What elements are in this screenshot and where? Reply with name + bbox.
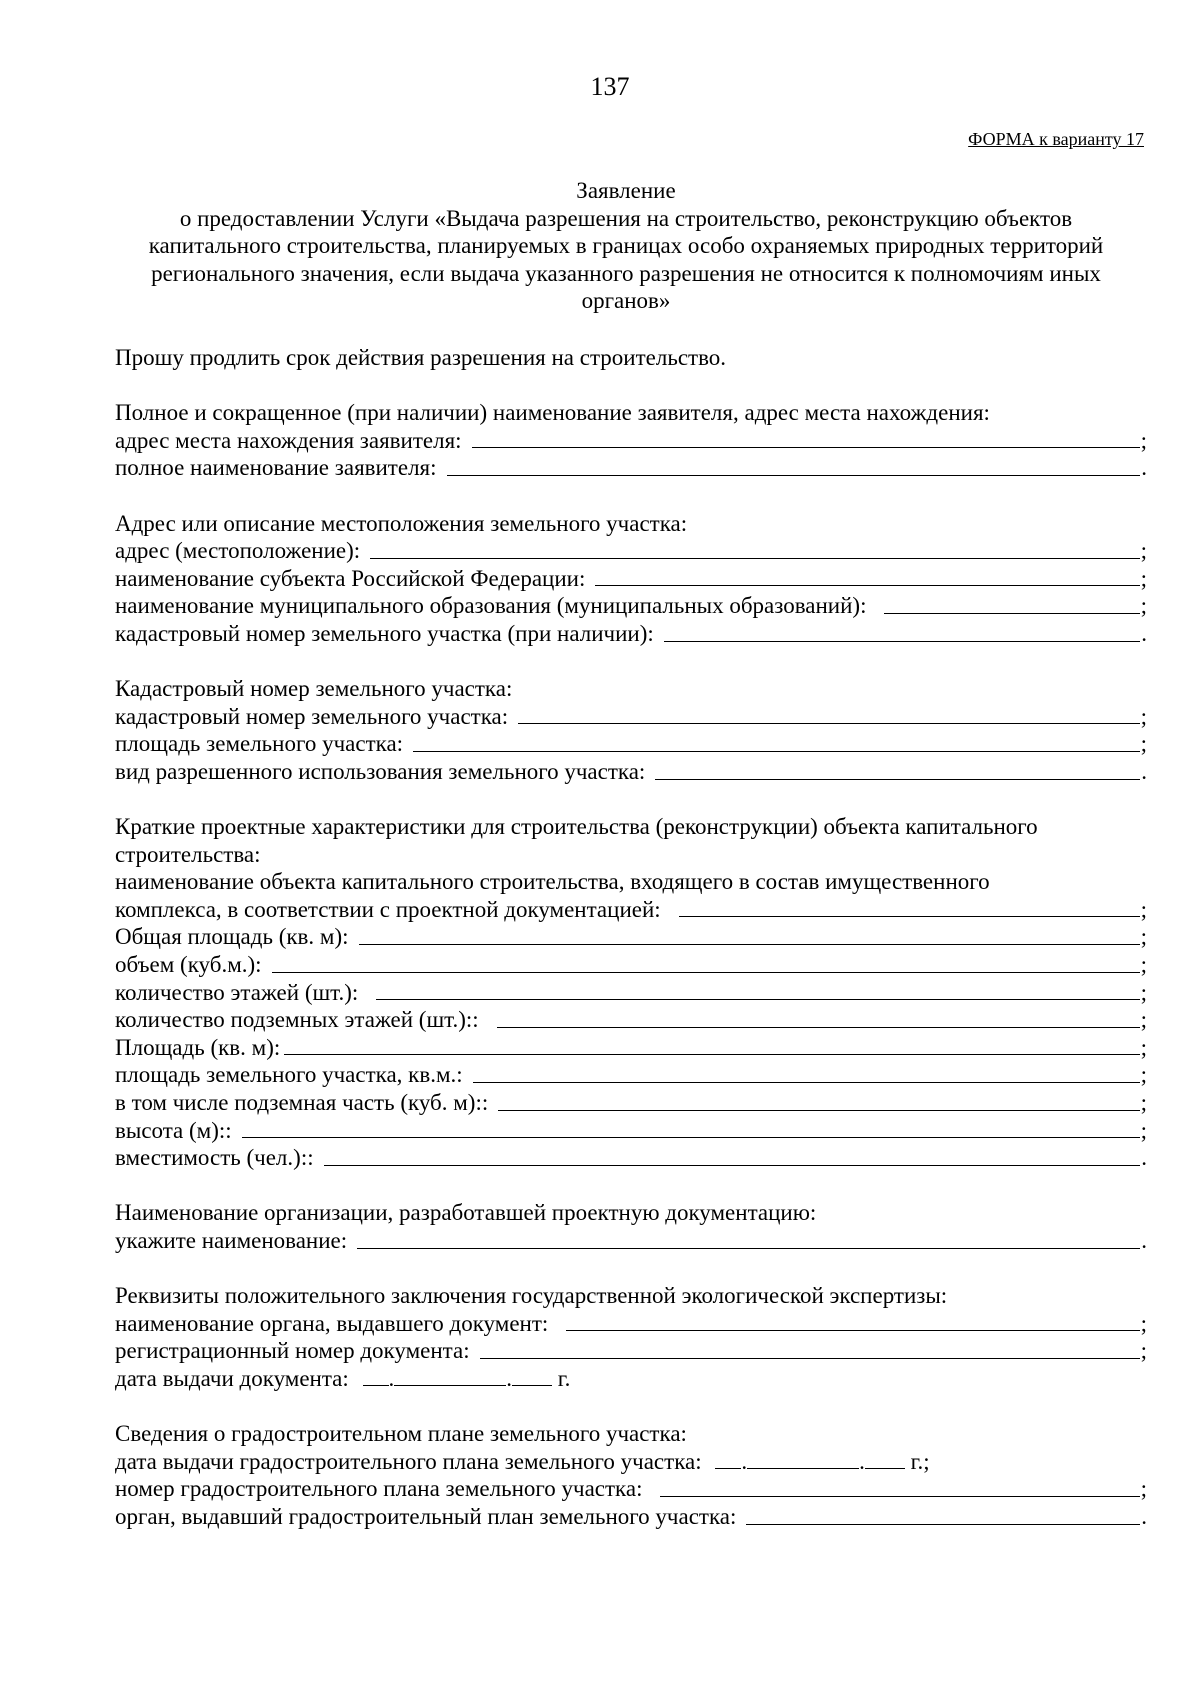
applicant-address-field (115, 427, 1147, 455)
field-label: полное наименование заявителя: (115, 455, 437, 481)
field-label: количество этажей (шт.): (115, 979, 359, 1005)
object-name-input[interactable] (679, 896, 1140, 917)
applicant-name-input[interactable] (447, 455, 1141, 476)
federal-subject-field (115, 565, 1147, 593)
field-label: орган, выдавший градостроительный план земельного участка: (115, 1503, 737, 1529)
field-terminator: ; (1140, 896, 1147, 922)
field-terminator: ; (1140, 1062, 1147, 1088)
land-area-sqm-input[interactable] (473, 1062, 1140, 1083)
applicant-address-input[interactable] (472, 427, 1140, 448)
design-org-name-field (115, 1227, 1147, 1255)
field-terminator: . (1141, 620, 1147, 646)
field-terminator: ; (1140, 1338, 1147, 1364)
field-label: количество подземных этажей (шт.):: (115, 1007, 479, 1033)
year-suffix: г. (557, 1365, 571, 1391)
date-separator: . (506, 1365, 513, 1391)
field-label: вместимость (чел.):: (115, 1145, 314, 1171)
section-heading-continued: строительства: (115, 841, 261, 867)
document-title (112, 177, 1140, 315)
plan-month-input[interactable] (747, 1448, 859, 1469)
section-heading: Сведения о градостроительном плане земельного участка: (115, 1421, 687, 1447)
floors-field (115, 979, 1147, 1007)
page-number: 137 (590, 72, 630, 101)
field-label: наименование органа, выдавшего документ: (115, 1310, 549, 1336)
issue-day-input[interactable] (363, 1365, 389, 1386)
total-area-input[interactable] (359, 924, 1140, 945)
municipality-field (115, 592, 1147, 620)
design-org-name-input[interactable] (357, 1228, 1140, 1249)
cadastral-section (115, 675, 1147, 785)
section-heading: Реквизиты положительного заключения государственной экологической экспертизы: (115, 1283, 948, 1309)
cadastral-optional-input[interactable] (664, 621, 1140, 642)
field-terminator: ; (1140, 703, 1147, 729)
date-separator: . (388, 1365, 395, 1391)
cadastral-number-field (115, 703, 1147, 731)
field-terminator: ; (1140, 952, 1147, 978)
field-terminator: ; (1140, 565, 1147, 591)
cadastral-number-input[interactable] (518, 703, 1139, 724)
field-label: комплекса, в соответствии с проектной документацией: (115, 896, 661, 922)
field-label: дата выдачи градостроительного плана земельного участка: (115, 1448, 702, 1474)
land-area-input[interactable] (413, 731, 1140, 752)
section-heading: Адрес или описание местоположения земельного участка: (115, 510, 688, 536)
applicant-section (115, 399, 1147, 482)
plan-day-input[interactable] (715, 1448, 741, 1469)
urban-plan-authority-input[interactable] (746, 1504, 1140, 1525)
underground-volume-input[interactable] (498, 1090, 1139, 1111)
field-label: площадь земельного участка: (115, 731, 404, 757)
design-org-section (115, 1199, 1147, 1254)
capacity-field (115, 1144, 1147, 1172)
expertise-section (115, 1282, 1147, 1392)
land-area-sqm-field (115, 1061, 1147, 1089)
issue-year-input[interactable] (512, 1365, 552, 1386)
capacity-input[interactable] (324, 1145, 1141, 1166)
date-separator: . (859, 1448, 865, 1474)
field-label: адрес места нахождения заявителя: (115, 427, 462, 453)
field-label: кадастровый номер земельного участка: (115, 703, 509, 729)
field-label: регистрационный номер документа: (115, 1338, 470, 1364)
field-label: укажите наименование: (115, 1228, 348, 1253)
field-label: номер градостроительного плана земельного участка: (115, 1476, 643, 1502)
field-terminator: ; (1140, 979, 1147, 1005)
field-label: высота (м):: (115, 1117, 232, 1143)
issue-month-input[interactable] (394, 1365, 506, 1386)
land-address-section (115, 510, 1147, 648)
field-terminator: ; (1140, 593, 1147, 619)
urban-plan-section (115, 1420, 1147, 1530)
issue-date-field (115, 1365, 1147, 1393)
year-suffix: г.; (910, 1448, 930, 1474)
field-terminator: . (1141, 455, 1147, 481)
form-variant-reference: ФОРМА к варианту 17 (968, 129, 1144, 149)
field-terminator: ; (1140, 1007, 1147, 1033)
applicant-name-field (115, 454, 1147, 482)
section-heading: Кадастровый номер земельного участка: (115, 676, 513, 702)
field-label: наименование субъекта Российской Федерации: (115, 565, 586, 591)
field-label: адрес (местоположение): (115, 538, 361, 564)
field-label: объем (куб.м.): (115, 952, 262, 978)
height-input[interactable] (242, 1117, 1140, 1138)
area-field (115, 1034, 1147, 1062)
field-terminator: ; (1140, 1476, 1147, 1502)
permitted-use-field (115, 758, 1147, 786)
object-name-field (115, 896, 1147, 924)
field-label: наименование муниципального образования (муниципальных образований): (115, 593, 867, 619)
section-heading: Наименование организации, разработавшей проектную документацию: (115, 1200, 817, 1226)
field-label: в том числе подземная часть (куб. м):: (115, 1090, 489, 1116)
cadastral-optional-field (115, 620, 1147, 648)
underground-floors-field (115, 1006, 1147, 1034)
issuing-authority-input[interactable] (566, 1310, 1139, 1331)
underground-floors-input[interactable] (497, 1007, 1140, 1028)
field-terminator: . (1141, 1228, 1147, 1253)
field-terminator: ; (1140, 731, 1147, 757)
registration-number-field (115, 1337, 1147, 1365)
date-separator: . (741, 1448, 748, 1474)
field-terminator: ; (1140, 1310, 1147, 1336)
section-heading: Полное и сокращенное (при наличии) наименование заявителя, адрес места нахождения: (115, 400, 990, 426)
field-terminator: ; (1140, 538, 1147, 564)
field-label: вид разрешенного использования земельного участка: (115, 758, 646, 784)
field-terminator: ; (1140, 427, 1147, 453)
field-label: площадь земельного участка, кв.м.: (115, 1062, 463, 1088)
field-terminator: . (1141, 1145, 1147, 1171)
field-label: Общая площадь (кв. м): (115, 924, 349, 950)
permitted-use-input[interactable] (655, 759, 1140, 780)
field-terminator: ; (1140, 1090, 1147, 1116)
volume-field (115, 951, 1147, 979)
field-terminator: . (1141, 758, 1147, 784)
field-label: дата выдачи документа: (115, 1365, 349, 1391)
form-body (115, 344, 1147, 1531)
floors-input[interactable] (376, 979, 1139, 1000)
urban-plan-date-field (115, 1448, 1147, 1476)
section-heading: Краткие проектные характеристики для строительства (реконструкции) объекта капитального (115, 814, 1038, 840)
title-line: регионального значения, если выдача указанного разрешения не относится к полномочиям иных (151, 260, 1101, 286)
urban-plan-number-field (115, 1475, 1147, 1503)
field-terminator: ; (1140, 1117, 1147, 1143)
height-field (115, 1117, 1147, 1145)
total-area-field (115, 923, 1147, 951)
field-terminator: ; (1140, 1034, 1147, 1060)
municipality-input[interactable] (884, 593, 1139, 614)
urban-plan-number-input[interactable] (660, 1476, 1139, 1497)
issuing-authority-field (115, 1310, 1147, 1338)
federal-subject-input[interactable] (595, 565, 1139, 586)
object-name-label: наименование объекта капитального строительства, входящего в состав имущественного (115, 869, 990, 895)
underground-volume-field (115, 1089, 1147, 1117)
title-heading: Заявление (576, 178, 676, 203)
registration-number-input[interactable] (480, 1338, 1140, 1359)
field-terminator: . (1141, 1503, 1147, 1529)
field-terminator: ; (1140, 924, 1147, 950)
urban-plan-authority-field (115, 1503, 1147, 1531)
volume-input[interactable] (272, 952, 1140, 973)
request-text: Прошу продлить срок действия разрешения на строительство. (115, 345, 727, 370)
area-input[interactable] (284, 1034, 1139, 1055)
field-label: кадастровый номер земельного участка (при наличии): (115, 620, 654, 646)
location-input[interactable] (370, 538, 1139, 559)
field-label: Площадь (кв. м): (115, 1034, 281, 1060)
land-area-field (115, 730, 1147, 758)
title-line: органов» (581, 288, 671, 313)
title-line: капитального строительства, планируемых в границах особо охраняемых природных территорий (148, 233, 1104, 258)
location-field (115, 537, 1147, 565)
title-line: о предоставлении Услуги «Выдача разрешения на строительство, реконструкцию объектов (179, 205, 1073, 231)
plan-year-input[interactable] (865, 1448, 905, 1469)
characteristics-section (115, 813, 1147, 1172)
